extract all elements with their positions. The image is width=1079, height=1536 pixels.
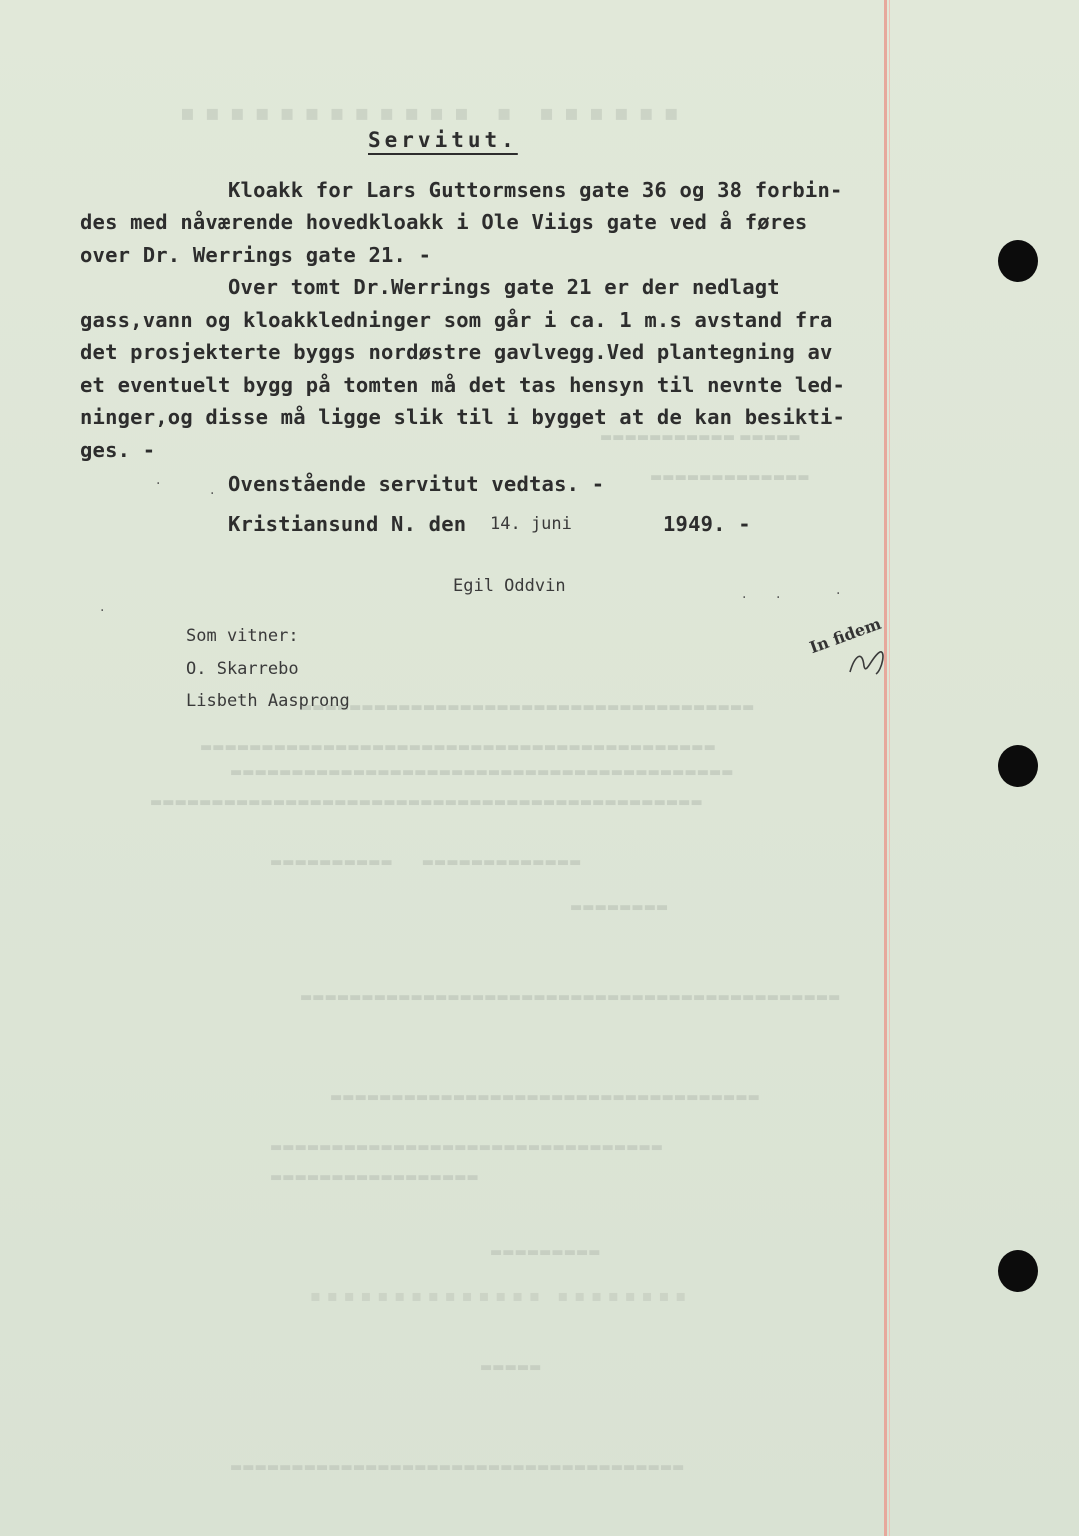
handwritten-initials [842, 636, 892, 686]
margin-rule-secondary [889, 0, 890, 1536]
paragraph-1-line-3: over Dr. Werrings gate 21. - [80, 243, 432, 267]
punch-hole-bottom [998, 1250, 1038, 1292]
margin-rule [884, 0, 887, 1536]
in-fidem-stamp: In fidem [807, 613, 884, 658]
paragraph-1-line-1: Kloakk for Lars Guttormsens gate 36 og 38 forbin- [228, 178, 843, 202]
punch-hole-top [998, 240, 1038, 282]
signature-name: Egil Oddvin [453, 576, 566, 596]
document-title: Servitut. [368, 128, 518, 152]
paragraph-2-line-4: et eventuelt bygg på tomten må det tas hensyn til nevnte led- [80, 373, 846, 397]
date-day: 14. juni [490, 514, 572, 534]
stray-mark: · [836, 586, 841, 602]
paragraph-1-line-2: des med nåværende hovedkloakk i Ole Viigs gate ved å føres [80, 210, 808, 234]
paragraph-2-line-3: det prosjekterte byggs nordøstre gavlvegg.Ved plantegning av [80, 340, 833, 364]
paragraph-2-line-1: Over tomt Dr.Werrings gate 21 er der nedlagt [228, 275, 780, 299]
date-prefix: Kristiansund N. den [228, 512, 467, 536]
stray-mark: · [742, 590, 747, 606]
document-page: ▪▪▪▪▪▪▪▪▪▪▪▪ ▪ ▪▪▪▪▪▪ ▬▬▬▬▬▬▬▬▬▬▬ ▬▬▬▬▬ ▬▬▬▬▬▬▬▬▬▬▬▬▬ ▬▬▬▬▬▬▬▬▬▬▬▬▬▬▬▬▬▬▬▬▬▬▬▬▬▬▬▬▬▬▬▬▬▬▬▬▬ ▬▬▬▬▬▬▬▬▬▬▬▬▬▬▬▬▬▬▬▬▬▬▬▬▬▬▬▬▬▬▬▬▬▬▬▬▬▬▬▬▬▬ ▬▬▬▬▬▬▬▬▬▬▬▬▬▬▬▬▬▬▬▬▬▬▬▬▬▬▬▬▬▬▬▬▬▬▬▬▬▬▬▬▬ ▬▬▬▬▬▬▬▬▬▬▬▬▬▬▬▬▬▬▬▬▬▬▬▬▬▬▬▬▬▬▬▬▬▬▬▬▬▬▬▬▬▬▬▬▬ ▬▬▬▬▬▬▬▬▬▬ ▬▬▬▬▬▬▬▬▬▬▬▬▬ ▬▬▬▬▬▬▬▬ ▬▬▬▬▬▬▬▬▬▬▬▬▬▬▬▬▬▬▬▬▬▬▬▬▬▬▬▬▬▬▬▬▬▬▬▬▬▬▬▬▬▬▬▬ ▬▬▬▬▬▬▬▬▬▬▬▬▬▬▬▬▬▬▬▬▬▬▬▬▬▬▬▬▬▬▬▬▬▬▬ ▬▬▬▬▬▬▬▬▬▬▬▬▬▬▬▬▬▬▬▬▬▬▬▬▬▬▬▬▬▬▬▬ ▬▬▬▬▬▬▬▬▬▬▬▬▬▬▬▬▬ ▬▬▬▬▬▬▬▬▬ ▪▪▪▪▪▪▪▪▪▪▪▪▪▪ ▪▪▪▪▪▪▪▪ ▬▬▬▬▬ ▬▬▬▬▬▬▬▬▬▬▬▬▬▬▬▬▬▬▬▬▬▬▬▬▬▬▬▬▬▬▬▬▬▬▬▬▬ Servitut. Kloakk for Lars Guttormsens gate 36 og 38 forbin- des med nåværende hovedkloakk i Ole Viigs gate ved å føres over Dr. Werrings gate 21. - Over tomt Dr.Werrings gate 21 er der nedlagt gass,vann og kloakkledninger som går i ca. 1 m.s avstand fra det prosjekterte byggs nordøstre gavlvegg.Ved plantegning av et eventuelt bygg på tomten må det tas hensyn til nevnte led- ninger,og disse må ligge slik til i bygget at de kan besikti- ges. - Ovenstående servitut vedtas. - Kristiansund N. den 14. juni 1949. - Egil Oddvin Som vitner: O. Skarrebo Lisbeth Aasprong In fidem · · · · · · [0, 0, 1079, 1536]
stray-mark: · [100, 603, 105, 619]
date-year: 1949. - [663, 512, 751, 536]
paragraph-2-line-6: ges. - [80, 438, 156, 462]
stray-mark: · [210, 486, 215, 502]
witness-1-name: O. Skarrebo [186, 659, 299, 679]
witness-label: Som vitner: [186, 626, 299, 646]
punch-hole-middle [998, 745, 1038, 787]
paragraph-2-line-2: gass,vann og kloakkledninger som går i ca. 1 m.s avstand fra [80, 308, 833, 332]
stray-mark: · [776, 590, 781, 606]
witness-2-name: Lisbeth Aasprong [186, 691, 350, 711]
resolution-line: Ovenstående servitut vedtas. - [228, 472, 605, 496]
paragraph-2-line-5: ninger,og disse må ligge slik til i bygget at de kan besikti- [80, 405, 846, 429]
stray-mark: · [156, 476, 161, 492]
